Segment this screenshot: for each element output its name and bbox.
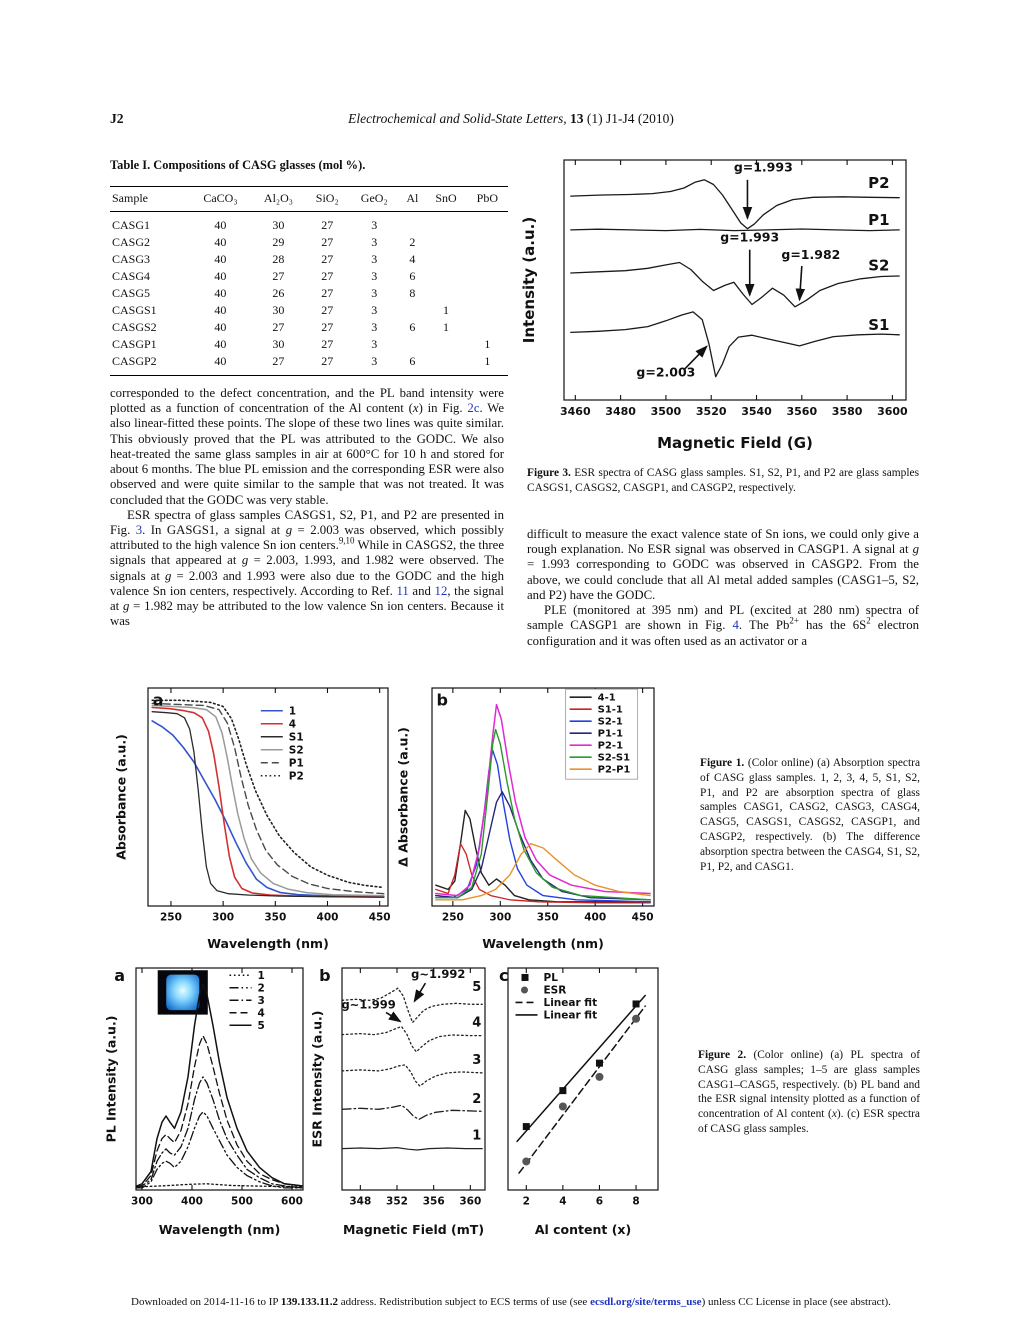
table-cell: CASGS1 bbox=[112, 303, 157, 317]
table-row bbox=[110, 302, 508, 319]
table-cell: 3 bbox=[371, 252, 378, 266]
svg-text:8: 8 bbox=[632, 1195, 640, 1208]
table-cell: 3 bbox=[371, 218, 378, 232]
table-cell: 6 bbox=[409, 269, 416, 283]
table-cell bbox=[467, 268, 508, 285]
svg-text:3540: 3540 bbox=[741, 405, 772, 418]
svg-text:PL: PL bbox=[543, 971, 558, 984]
svg-text:3480: 3480 bbox=[605, 405, 636, 418]
table-row bbox=[110, 285, 508, 302]
svg-text:1: 1 bbox=[472, 1128, 482, 1144]
svg-text:450: 450 bbox=[631, 911, 654, 924]
table-row bbox=[110, 268, 508, 285]
svg-text:S2-1: S2-1 bbox=[597, 716, 623, 728]
table-cell bbox=[425, 268, 466, 285]
table-cell bbox=[467, 234, 508, 251]
table-cell: 40 bbox=[214, 337, 227, 351]
table-cell: 1 bbox=[484, 337, 491, 351]
table-cell bbox=[399, 212, 425, 235]
table-cell: 3 bbox=[371, 337, 378, 351]
reference-link[interactable]: ecsdl.org/site/terms_use bbox=[590, 1296, 702, 1308]
figure2 bbox=[102, 962, 666, 1240]
figure1-caption: Figure 1. (Color online) (a) Absorption spectra of CASG glass samples. 1, 2, 3, 4, 5, S1, S2, P1, and P2 are absorption spectra of glass samples CASG1, CASG2, CASG3, CASG4, CASG5, CASGS1, CASGS2, CASGP1, and CASGP2, respectively. (b) The difference absorption spectra between the CASG4, S1, S2, P1, P2, and CASG1. bbox=[700, 757, 920, 873]
svg-text:g~1.999: g~1.999 bbox=[341, 997, 396, 1012]
svg-text:Al content (x): Al content (x) bbox=[534, 1222, 632, 1237]
svg-text:356: 356 bbox=[422, 1195, 445, 1208]
svg-text:P2: P2 bbox=[868, 173, 890, 192]
svg-text:ESR: ESR bbox=[543, 984, 567, 997]
svg-text:S2-S1: S2-S1 bbox=[597, 752, 631, 764]
table-cell: 40 bbox=[214, 218, 227, 232]
svg-text:348: 348 bbox=[349, 1195, 372, 1208]
svg-text:400: 400 bbox=[316, 911, 339, 924]
svg-text:400: 400 bbox=[584, 911, 607, 924]
svg-text:4: 4 bbox=[257, 1007, 265, 1020]
table-cell: 27 bbox=[321, 286, 334, 300]
table-cell: 27 bbox=[272, 354, 285, 368]
svg-text:Wavelength (nm): Wavelength (nm) bbox=[207, 936, 329, 951]
page-number: J2 bbox=[110, 111, 124, 126]
table-cell bbox=[399, 302, 425, 319]
svg-text:350: 350 bbox=[264, 911, 287, 924]
table-col-header: PbO bbox=[476, 191, 498, 205]
svg-text:a: a bbox=[152, 690, 164, 710]
table-cell: 1 bbox=[443, 320, 450, 334]
figure1 bbox=[112, 682, 660, 954]
table-cell: 27 bbox=[321, 269, 334, 283]
table-cell: 27 bbox=[321, 235, 334, 249]
table-cell: 27 bbox=[321, 354, 334, 368]
svg-text:3500: 3500 bbox=[650, 405, 682, 418]
paragraph-right-1: difficult to measure the exact valence state of Sn ions, we could only give a rough explanation. No ESR signal was observed in CASGP1. A signal at g = 1.993 corresponding to GODC was observed in CASGP2. From the above, we could conclude that all Al metal added samples (CASG1–5, S2, and P2) have the GODC. bbox=[527, 527, 919, 602]
table-cell: CASG2 bbox=[112, 235, 151, 249]
paragraph-left-1: corresponded to the defect concentration, and the PL band intensity were plotted as a function of concentration of the Al content (x) in Fig. 2c. We also linear-fitted these points. The slope of these two lines was quite similar. This obviously proved that the PL was attributed to the GODC. We also heat-treated the same glass samples in air at 600°C for 10 h and stored for about 6 months. The blue PL emission and the corresponding ESR were also observed and were quite similar to the sample that was not treated. It was concluded that the GODC was very stable. bbox=[110, 386, 504, 507]
table-cell bbox=[425, 336, 466, 353]
svg-text:S2: S2 bbox=[868, 256, 890, 275]
table-cell: 1 bbox=[484, 354, 491, 368]
svg-text:3460: 3460 bbox=[560, 405, 591, 418]
svg-text:400: 400 bbox=[181, 1195, 203, 1208]
figure1b-chart bbox=[394, 682, 660, 954]
table-cell: CASG1 bbox=[112, 218, 151, 232]
comp-table-head-row bbox=[110, 187, 508, 212]
table-col-header: Al bbox=[406, 191, 419, 205]
svg-text:Linear fit: Linear fit bbox=[543, 1009, 598, 1022]
table-cell bbox=[467, 285, 508, 302]
svg-text:4: 4 bbox=[288, 718, 297, 731]
svg-text:1: 1 bbox=[288, 705, 297, 718]
table-col-header: CaCO₃ bbox=[203, 191, 238, 205]
svg-text:P2-1: P2-1 bbox=[597, 740, 624, 752]
svg-text:600: 600 bbox=[281, 1195, 303, 1208]
svg-text:P1-1: P1-1 bbox=[597, 728, 624, 740]
table-col-header: Al₂O₃ bbox=[263, 191, 293, 205]
table-cell: 30 bbox=[272, 218, 285, 232]
table-cell: 27 bbox=[321, 303, 334, 317]
svg-text:250: 250 bbox=[441, 911, 464, 924]
svg-text:P1: P1 bbox=[868, 211, 890, 230]
table-row bbox=[110, 336, 508, 353]
table-cell: 27 bbox=[272, 269, 285, 283]
table-row bbox=[110, 212, 508, 235]
table1-section bbox=[110, 158, 508, 376]
table-cell: 27 bbox=[321, 337, 334, 351]
table-col-header: SiO₂ bbox=[315, 191, 339, 205]
figure2a-chart bbox=[102, 962, 308, 1240]
table-col-header: SnO bbox=[435, 191, 457, 205]
svg-text:450: 450 bbox=[368, 911, 391, 924]
table-cell bbox=[425, 251, 466, 268]
table-cell: 1 bbox=[443, 303, 450, 317]
svg-text:300: 300 bbox=[212, 911, 235, 924]
svg-text:c: c bbox=[499, 966, 509, 985]
table-cell: 28 bbox=[272, 252, 285, 266]
svg-text:S2: S2 bbox=[288, 744, 304, 757]
table-cell: 3 bbox=[371, 269, 378, 283]
reference-link[interactable]: 2c bbox=[467, 401, 480, 416]
svg-text:b: b bbox=[319, 966, 331, 985]
table-col-header: Sample bbox=[112, 191, 148, 205]
table-cell bbox=[399, 336, 425, 353]
table-row bbox=[110, 353, 508, 376]
table-cell: 30 bbox=[272, 303, 285, 317]
table-cell: CASGP1 bbox=[112, 337, 157, 351]
table-cell: 3 bbox=[371, 286, 378, 300]
paragraph-right-2: PLE (monitored at 395 nm) and PL (excited at 280 nm) spectra of sample CASGP1 are shown in Fig. 4. The $Pb^{2+}$ has the $6S^2$ electron configuration and it was often used as an activator or a bbox=[527, 603, 919, 648]
svg-text:300: 300 bbox=[489, 911, 512, 924]
svg-text:g=1.993: g=1.993 bbox=[733, 159, 793, 175]
svg-text:Magnetic Field (G): Magnetic Field (G) bbox=[657, 434, 813, 452]
svg-text:1: 1 bbox=[257, 969, 265, 982]
svg-text:352: 352 bbox=[386, 1195, 408, 1208]
svg-text:P2-P1: P2-P1 bbox=[597, 764, 631, 776]
table-cell: 26 bbox=[272, 286, 285, 300]
svg-text:3600: 3600 bbox=[877, 405, 908, 418]
svg-text:5: 5 bbox=[257, 1019, 265, 1032]
svg-text:Δ Absorbance (a.u.): Δ Absorbance (a.u.) bbox=[395, 727, 411, 867]
svg-text:6: 6 bbox=[595, 1195, 604, 1208]
table-cell: CASG4 bbox=[112, 269, 151, 283]
footer-notice: Downloaded on 2014-11-16 to IP 139.133.11.2 address. Redistribution subject to ECS terms of use (see ecsdl.org/site/terms_use) unless CC License in place (see abstract). bbox=[131, 1296, 891, 1308]
table-row bbox=[110, 251, 508, 268]
table-cell: 29 bbox=[272, 235, 285, 249]
table1-title: Table I. Compositions of CASG glasses (mol %). bbox=[110, 158, 366, 172]
svg-text:Absorbance (a.u.): Absorbance (a.u.) bbox=[113, 734, 129, 860]
table-col-header: GeO₂ bbox=[360, 191, 388, 205]
figure2b-chart bbox=[308, 962, 490, 1240]
table-cell: 40 bbox=[214, 354, 227, 368]
svg-text:b: b bbox=[436, 690, 448, 710]
svg-text:P1: P1 bbox=[288, 757, 304, 770]
table-cell: 2 bbox=[409, 235, 416, 249]
svg-text:Intensity (a.u.): Intensity (a.u.) bbox=[520, 216, 538, 344]
svg-text:g=2.003: g=2.003 bbox=[636, 364, 696, 380]
svg-text:4-1: 4-1 bbox=[597, 692, 616, 704]
table-cell: 6 bbox=[409, 354, 416, 368]
svg-text:S1-1: S1-1 bbox=[597, 704, 623, 716]
svg-text:PL Intensity (a.u.): PL Intensity (a.u.) bbox=[103, 1015, 119, 1143]
svg-text:ESR Intensity (a.u.): ESR Intensity (a.u.) bbox=[309, 1010, 325, 1148]
svg-text:4: 4 bbox=[472, 1015, 482, 1031]
table-cell: 40 bbox=[214, 252, 227, 266]
table-cell bbox=[467, 302, 508, 319]
table-cell: 3 bbox=[371, 320, 378, 334]
left-column bbox=[110, 386, 504, 630]
table-cell: 3 bbox=[371, 303, 378, 317]
reference-link[interactable]: 4 bbox=[732, 618, 739, 633]
svg-text:2: 2 bbox=[472, 1092, 482, 1108]
svg-text:250: 250 bbox=[159, 911, 182, 924]
figure1a-chart bbox=[112, 682, 394, 954]
table-cell bbox=[425, 353, 466, 376]
table-cell: CASGS2 bbox=[112, 320, 157, 334]
table-cell: 6 bbox=[409, 320, 416, 334]
table-cell: CASG3 bbox=[112, 252, 151, 266]
svg-text:350: 350 bbox=[536, 911, 559, 924]
table-cell: 27 bbox=[321, 320, 334, 334]
table-cell: 27 bbox=[272, 320, 285, 334]
figure3 bbox=[518, 152, 918, 454]
table-cell: 27 bbox=[321, 218, 334, 232]
svg-text:P2: P2 bbox=[288, 770, 304, 783]
figure3-caption: Figure 3. ESR spectra of CASG glass samples. S1, S2, P1, and P2 are glass samples CASGS1, CASGS2, CASGP1, and CASGP2, respectively. bbox=[527, 467, 919, 494]
right-column bbox=[527, 527, 919, 649]
svg-text:3: 3 bbox=[257, 994, 265, 1007]
reference-link[interactable]: 3 bbox=[135, 522, 143, 537]
table-cell bbox=[425, 234, 466, 251]
table-cell: 4 bbox=[409, 252, 416, 266]
table-cell: 40 bbox=[214, 286, 227, 300]
figure2c-chart bbox=[490, 962, 666, 1240]
svg-text:500: 500 bbox=[231, 1195, 253, 1208]
svg-text:3580: 3580 bbox=[831, 405, 863, 418]
comp-table-body bbox=[110, 212, 508, 376]
svg-text:S1: S1 bbox=[868, 316, 890, 335]
table-cell: 8 bbox=[409, 286, 416, 300]
table-cell bbox=[467, 319, 508, 336]
svg-text:300: 300 bbox=[131, 1195, 153, 1208]
svg-text:Wavelength (nm): Wavelength (nm) bbox=[482, 936, 604, 951]
table-row bbox=[110, 234, 508, 251]
table-cell bbox=[425, 212, 466, 235]
table-cell bbox=[467, 212, 508, 235]
table-cell bbox=[467, 251, 508, 268]
svg-text:S1: S1 bbox=[288, 731, 304, 744]
svg-text:Linear fit: Linear fit bbox=[543, 996, 598, 1009]
svg-text:4: 4 bbox=[559, 1195, 567, 1208]
table-cell: CASGP2 bbox=[112, 354, 157, 368]
table-cell: 40 bbox=[214, 320, 227, 334]
paragraph-left-2: ESR spectra of glass samples CASGS1, S2, P1, and P2 are presented in Fig. 3. In GASGS1, a signal at g = 2.003 was observed, which possibly attributed to the high valence Sn ion centers.$^{9,10}$ While in CASGS2, the three signals that appeared at g = 2.003, 1.993, and 1.982 were observed. The signals at g = 2.003 and 1.993 were also due to the GODC and the high valence Sn ion centers, respectively. According to Ref. 11 and 12, the signal at g = 1.982 may be attributed to the low valence Sn ion centers. Because it was bbox=[110, 507, 504, 629]
compositions-table bbox=[110, 186, 508, 376]
svg-text:3560: 3560 bbox=[786, 405, 818, 418]
svg-text:g~1.992: g~1.992 bbox=[411, 967, 466, 982]
table-cell bbox=[425, 285, 466, 302]
journal-header: Electrochemical and Solid-State Letters, 13 (1) J1-J4 (2010) bbox=[348, 111, 674, 126]
svg-text:2: 2 bbox=[522, 1195, 530, 1208]
table-cell: 40 bbox=[214, 303, 227, 317]
reference-link[interactable]: 11 bbox=[396, 583, 409, 598]
figure2-caption: Figure 2. (Color online) (a) PL spectra of CASG glass samples; 1–5 are glass samples CASG1–CASG5, respectively. (b) PL band and the ESR signal intensity plotted as a function of concentration of Al content (x). (c) ESR spectra of CASG glass samples. bbox=[698, 1049, 921, 1136]
svg-text:3: 3 bbox=[472, 1052, 482, 1068]
svg-text:2: 2 bbox=[257, 982, 265, 995]
table-cell: 40 bbox=[214, 235, 227, 249]
svg-text:a: a bbox=[114, 966, 126, 985]
svg-text:Wavelength (nm): Wavelength (nm) bbox=[158, 1222, 281, 1237]
table-cell: 27 bbox=[321, 252, 334, 266]
table-cell: CASG5 bbox=[112, 286, 151, 300]
svg-text:g=1.982: g=1.982 bbox=[781, 247, 841, 263]
svg-text:3520: 3520 bbox=[695, 405, 727, 418]
table-cell: 3 bbox=[371, 235, 378, 249]
table-cell: 30 bbox=[272, 337, 285, 351]
table-cell: 3 bbox=[371, 354, 378, 368]
svg-text:5: 5 bbox=[472, 980, 482, 996]
table-cell: 40 bbox=[214, 269, 227, 283]
table-row bbox=[110, 319, 508, 336]
svg-text:360: 360 bbox=[459, 1195, 482, 1208]
figure3-chart bbox=[518, 152, 918, 454]
svg-text:g=1.993: g=1.993 bbox=[720, 229, 780, 245]
reference-link[interactable]: 12 bbox=[434, 583, 448, 598]
svg-text:Magnetic Field (mT): Magnetic Field (mT) bbox=[342, 1222, 485, 1237]
